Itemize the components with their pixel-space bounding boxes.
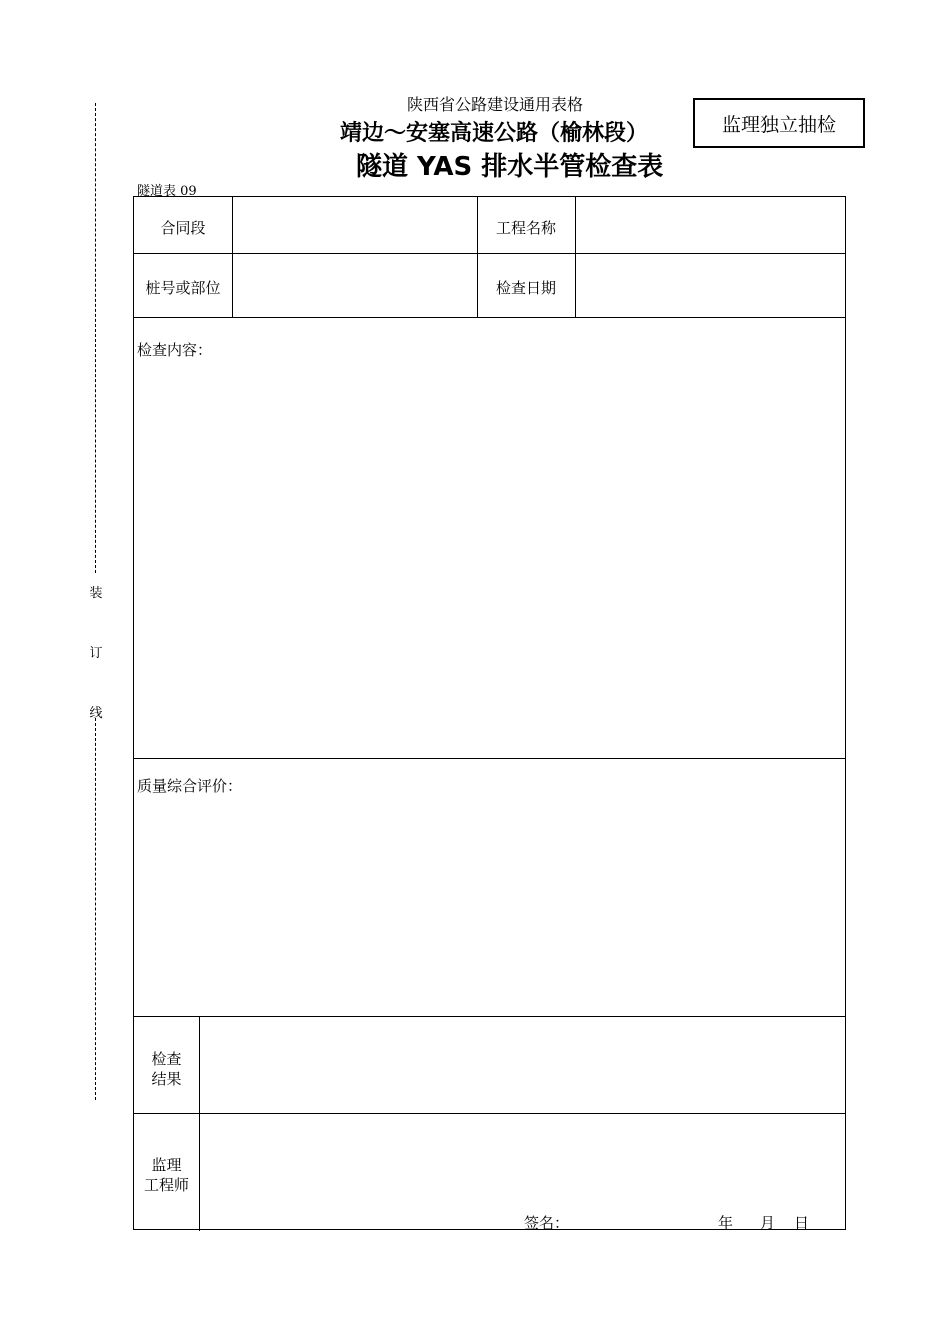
contract-field[interactable]	[238, 217, 472, 237]
project-title: 靖边～安塞高速公路（榆林段）	[340, 121, 649, 146]
check-date-field[interactable]	[581, 277, 839, 297]
evaluation-label: 质量综合评价：	[137, 777, 243, 795]
result-label-line2: 结果	[151, 1070, 182, 1088]
binding-char-xian: 线	[89, 706, 103, 721]
year-label: 年	[718, 1214, 734, 1232]
project-name-label: 工程名称	[495, 219, 556, 237]
form-code: 隧道表 09	[137, 184, 197, 199]
inspection-form	[133, 196, 846, 1230]
binding-line-top	[95, 103, 96, 573]
col-divider	[575, 197, 576, 317]
result-label-line1: 检查	[151, 1050, 182, 1068]
station-field[interactable]	[238, 277, 472, 297]
binding-char-zhuang: 装	[89, 586, 103, 601]
col-divider	[232, 197, 233, 317]
contract-label: 合同段	[160, 219, 206, 237]
form-subtitle: 陕西省公路建设通用表格	[406, 95, 583, 114]
binding-char-ding: 订	[89, 646, 103, 661]
check-date-label: 检查日期	[495, 279, 556, 297]
day-label: 日	[794, 1214, 810, 1232]
engineer-label-line1: 监理	[151, 1156, 182, 1174]
binding-line-bottom	[95, 718, 96, 1100]
page-title: 隧道 YAS 排水半管检查表	[356, 152, 664, 182]
content-field[interactable]	[137, 363, 837, 748]
project-name-field[interactable]	[581, 217, 839, 237]
col-divider	[477, 197, 478, 317]
engineer-label	[134, 1155, 199, 1195]
signature-field[interactable]	[574, 1212, 714, 1230]
inspection-type-stamp: 监理独立抽检	[693, 98, 865, 148]
engineer-label-line2: 工程师	[143, 1176, 189, 1194]
row-divider	[134, 1113, 845, 1114]
evaluation-field[interactable]	[137, 799, 837, 1009]
month-label: 月	[760, 1214, 776, 1232]
signature-label: 签名：	[524, 1214, 570, 1232]
content-label: 检查内容：	[137, 341, 213, 359]
station-label: 桩号或部位	[145, 279, 221, 297]
row-divider	[134, 317, 845, 318]
result-field[interactable]	[205, 1023, 840, 1107]
row-divider	[134, 1016, 845, 1017]
result-label	[134, 1049, 199, 1089]
col-divider	[199, 1016, 200, 1231]
row-divider	[134, 758, 845, 759]
row-divider	[134, 253, 845, 254]
